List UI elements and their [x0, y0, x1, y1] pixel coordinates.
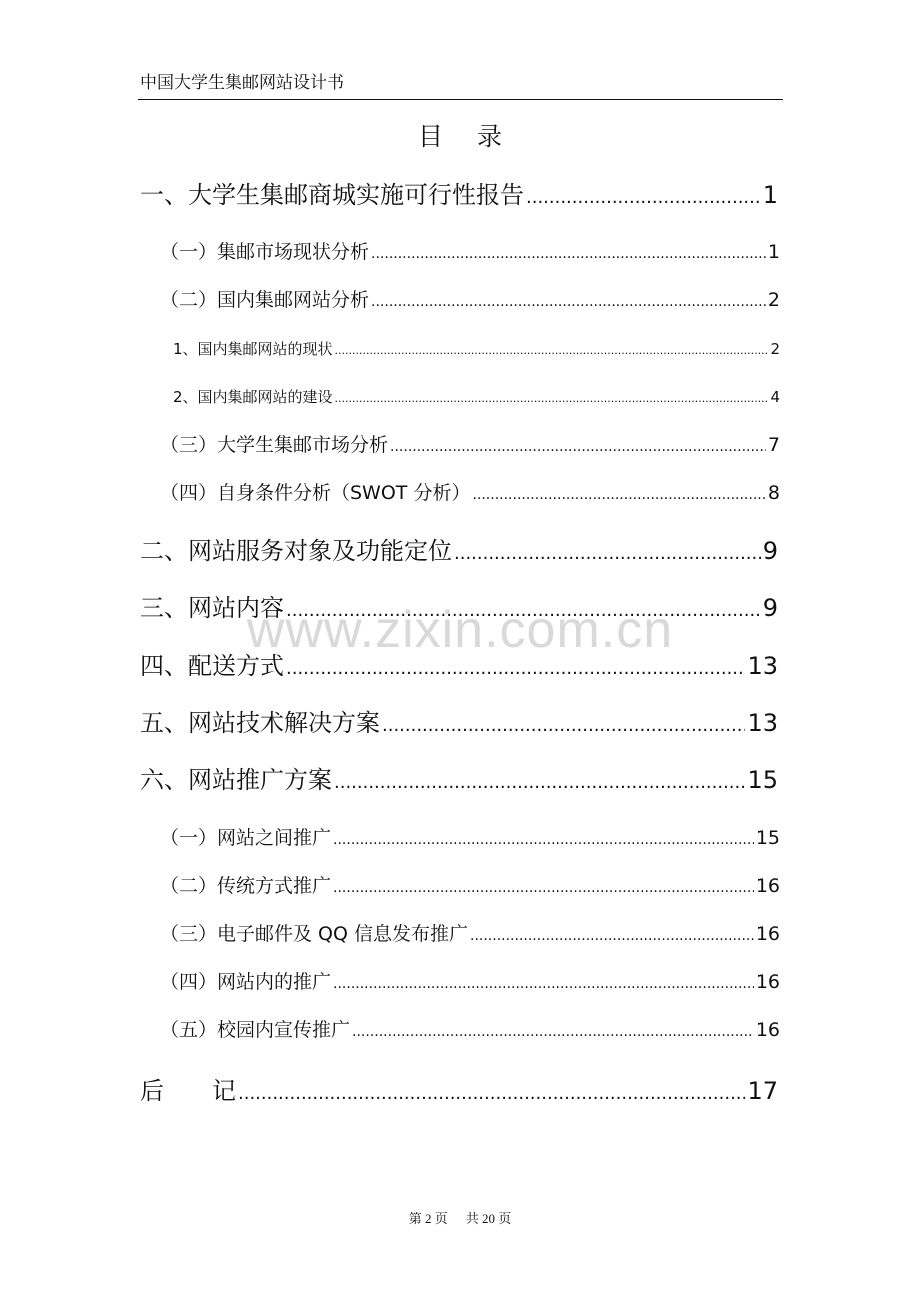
afterword-char-2: 记 — [212, 1077, 236, 1105]
toc-entry[interactable] — [160, 287, 780, 315]
toc-entry-label: （四）网站内的推广 — [160, 971, 332, 993]
toc-leader-dots — [470, 923, 754, 949]
footer-total-pages: 共 20 页 — [465, 1211, 512, 1226]
toc-entry-label: （一）网站之间推广 — [160, 827, 332, 849]
toc-entry-page: 16 — [755, 1019, 780, 1041]
toc-entry-page: 13 — [747, 652, 778, 680]
toc-title-part2: 录 — [477, 122, 503, 151]
toc-leader-dots — [286, 595, 761, 627]
toc-entry-label: （二）国内集邮网站分析 — [160, 289, 370, 311]
toc-entry-page: 7 — [767, 434, 780, 456]
toc-entry-label: （四）自身条件分析（SWOT 分析） — [160, 482, 471, 504]
toc-entry-afterword[interactable] — [140, 1075, 778, 1110]
toc-entry[interactable] — [160, 873, 780, 901]
toc-entry[interactable] — [160, 1017, 780, 1045]
toc-entry[interactable] — [160, 432, 780, 460]
toc-leader-dots — [286, 653, 745, 685]
toc-entry[interactable] — [140, 707, 778, 742]
toc-entry[interactable] — [160, 480, 780, 508]
toc-entry[interactable] — [173, 387, 780, 409]
toc-entry[interactable] — [140, 535, 778, 570]
toc-leader-dots — [333, 827, 754, 853]
toc-leader-dots — [390, 434, 766, 460]
toc-leader-dots — [454, 538, 761, 570]
toc-entry-page: 16 — [755, 971, 780, 993]
toc-entry-label: 三、网站内容 — [140, 594, 284, 622]
toc-leader-dots — [382, 710, 745, 742]
toc-entry-page: 2 — [770, 340, 780, 358]
toc-entry-page: 8 — [767, 482, 780, 504]
toc-entry-label — [140, 1075, 236, 1107]
toc-entry-page: 16 — [755, 875, 780, 897]
toc-entry[interactable] — [160, 239, 780, 267]
toc-entry-label: 2、国内集邮网站的建设 — [173, 388, 333, 406]
document-header-title: 中国大学生集邮网站设计书 — [140, 73, 344, 93]
toc-entry[interactable] — [160, 921, 780, 949]
toc-entry-page: 1 — [762, 181, 778, 209]
toc-leader-dots — [335, 341, 769, 361]
header-rule — [138, 99, 783, 100]
toc-leader-dots — [335, 389, 769, 409]
toc-entry[interactable] — [140, 650, 778, 685]
toc-entry-page: 4 — [770, 388, 780, 406]
page-footer — [0, 1208, 920, 1227]
toc-entry-label: （一）集邮市场现状分析 — [160, 241, 370, 263]
toc-leader-dots — [333, 971, 754, 997]
toc-entry-page: 9 — [762, 537, 778, 565]
footer-page-number: 第 2 页 — [408, 1211, 448, 1226]
toc-entry-page: 2 — [767, 289, 780, 311]
toc-entry-label: （三）电子邮件及 QQ 信息发布推广 — [160, 923, 468, 945]
toc-entry-page: 13 — [747, 709, 778, 737]
toc-leader-dots — [238, 1078, 745, 1110]
toc-leader-dots — [333, 875, 754, 901]
toc-title — [0, 120, 920, 154]
toc-entry-page: 15 — [755, 827, 780, 849]
toc-entry-page: 17 — [747, 1077, 778, 1105]
toc-leader-dots — [526, 182, 761, 214]
toc-entry[interactable] — [173, 339, 780, 361]
toc-leader-dots — [371, 289, 766, 315]
toc-title-part1: 目 — [417, 122, 443, 151]
toc-entry[interactable] — [140, 592, 778, 627]
watermark: www.zixin.com.cn — [246, 601, 674, 659]
toc-entry-label: 四、配送方式 — [140, 652, 284, 680]
afterword-char-1: 后 — [140, 1077, 164, 1105]
toc-entry[interactable] — [160, 825, 780, 853]
toc-entry-label: 五、网站技术解决方案 — [140, 709, 380, 737]
toc-entry[interactable] — [140, 179, 778, 214]
toc-entry-label: 六、网站推广方案 — [140, 766, 332, 794]
toc-entry-page: 1 — [767, 241, 780, 263]
toc-entry-label: 1、国内集邮网站的现状 — [173, 340, 333, 358]
toc-entry-page: 16 — [755, 923, 780, 945]
toc-entry-label: （三）大学生集邮市场分析 — [160, 434, 389, 456]
toc-leader-dots — [352, 1019, 754, 1045]
toc-leader-dots — [472, 482, 765, 508]
toc-entry-page: 15 — [747, 766, 778, 794]
toc-entry-label: （五）校园内宣传推广 — [160, 1019, 351, 1041]
toc-entry-label: 一、大学生集邮商城实施可行性报告 — [140, 181, 524, 209]
toc-entry-label: （二）传统方式推广 — [160, 875, 332, 897]
toc-entry[interactable] — [160, 969, 780, 997]
toc-entry-page: 9 — [762, 594, 778, 622]
toc-leader-dots — [371, 241, 766, 267]
toc-leader-dots — [334, 767, 745, 799]
toc-entry[interactable] — [140, 764, 778, 799]
toc-entry-label: 二、网站服务对象及功能定位 — [140, 537, 452, 565]
